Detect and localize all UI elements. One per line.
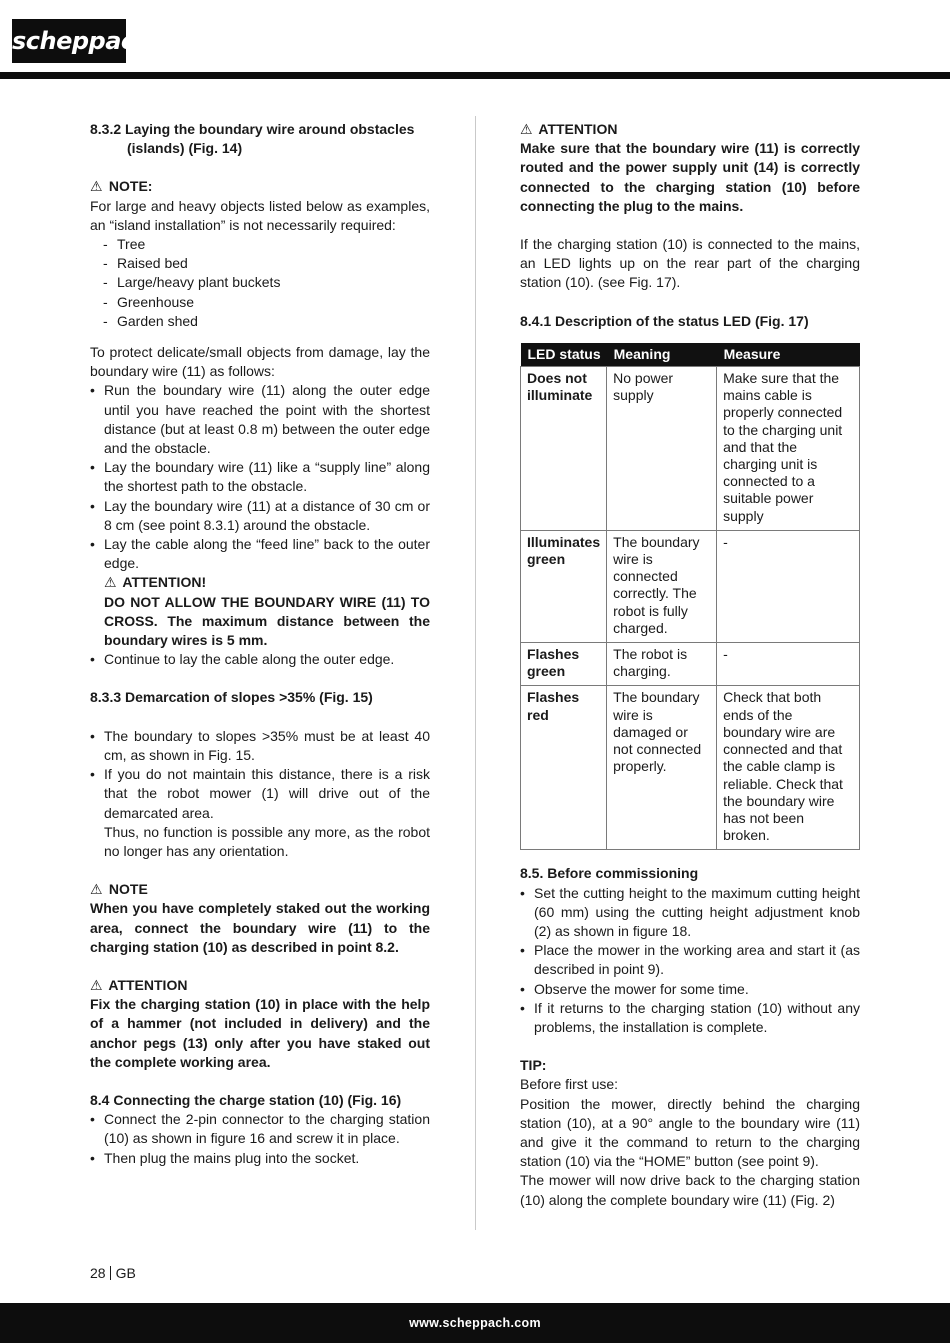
warning-triangle-icon: ⚠ [90,881,103,898]
tip-text: Position the mower, directly behind the charging station (10), at a 90° angle to the boundary wire (11) and give it the command to return to the charging station (10) via the “HOME” button (see point 9). [520,1095,860,1170]
warning-triangle-icon: ⚠ [90,976,103,993]
list-item: • Set the cutting height to the maximum cutting height (60 mm) using the cutting height adjustment knob (2) as shown in figure 18. [520,884,860,942]
meaning-cell: The boundary wire is damaged or not connected properly. [607,686,717,850]
right-column [520,120,860,1210]
led-intro: If the charging station (10) is connected to the mains, an LED lights up on the rear part of the charging station (10). (see Fig. 17). [520,236,860,291]
left-column [90,120,430,1168]
note-heading: ⚠ NOTE [90,880,430,899]
warning-triangle-icon: ⚠ [520,121,533,137]
list-item: • Place the mower in the working area and start it (as described in point 9). [520,941,860,979]
protect-intro: To protect delicate/small objects from damage, lay the boundary wire (11) as follows: [90,344,430,380]
slope-list [90,727,430,823]
list-item: • Continue to lay the cable along the outer edge. [90,650,430,669]
tip-text: The mower will now drive back to the charging station (10) along the complete boundary wire (11) (Fig. 2) [520,1172,860,1208]
protect-steps-end [90,650,430,669]
measure-cell: - [717,643,860,686]
list-item: - Large/heavy plant buckets [103,273,430,292]
section-8-5-title: 8.5. Before commissioning [520,865,699,882]
list-item: • Lay the boundary wire (11) at a distance of 30 cm or 8 cm (see point 8.3.1) around the obstacle. [90,497,430,535]
meaning-cell: No power supply [607,367,717,531]
section-8-4-title: 8.4 Connecting the charge station (10) (Fig. 16) [90,1091,402,1108]
table-row [521,367,860,531]
list-item: • If you do not maintain this distance, there is a risk that the robot mower (1) will drive out of the demarcated area. [90,765,430,823]
scheppach-logo: scheppach [12,19,126,63]
measure-cell: - [717,530,860,642]
led-status-cell: Does not illuminate [521,367,607,531]
attention-text: Make sure that the boundary wire (11) is correctly routed and the power supply unit (14) is correctly connected to the charging station (10) before connecting the plug to the mains. [520,140,860,214]
table-row [521,643,860,686]
table-header-row [521,343,860,367]
list-item: • Connect the 2-pin connector to the charging station (10) as shown in figure 16 and screw it in place. [90,1110,430,1148]
led-status-cell: Illuminates green [521,530,607,642]
note-text: When you have completely staked out the working area, connect the boundary wire (11) to the charging station (10) as described in point 8.2. [90,900,430,955]
meaning-cell: The boundary wire is connected correctly. The robot is fully charged. [607,530,717,642]
list-item: - Tree [103,235,430,254]
section-8-3-2-title: 8.3.2 Laying the boundary wire around obstacles (islands) (Fig. 14) [90,121,415,157]
list-item: - Garden shed [103,312,430,331]
attention-heading: ⚠ ATTENTION [90,976,430,995]
status-led-table [520,343,860,850]
attention-heading: ⚠ ATTENTION [520,120,860,139]
header-rule [0,72,950,79]
connect-steps [90,1110,430,1168]
list-item: • Lay the cable along the “feed line” back to the outer edge. [90,535,430,573]
list-item: • Then plug the mains plug into the socket. [90,1149,430,1168]
column-header: Measure [717,343,860,367]
page-number: 28 GB [90,1265,136,1281]
table-row [521,686,860,850]
warning-triangle-icon: ⚠ [90,178,103,195]
protect-steps [90,381,430,573]
note-text: For large and heavy objects listed below as examples, an “island installation” is not necessarily required: [90,197,430,233]
column-divider [475,116,476,1230]
note-heading: ⚠ NOTE: [90,177,430,196]
list-item: - Greenhouse [103,293,430,312]
section-8-3-3-title: 8.3.3 Demarcation of slopes >35% (Fig. 15) [90,689,373,706]
slope-extra: Thus, no function is possible any more, as the robot no longer has any orientation. [104,823,430,859]
measure-cell: Make sure that the mains cable is properly connected to the charging unit and that the charging unit is connected to a suitable power supply [717,367,860,531]
tip-heading: TIP: [520,1057,547,1074]
table-row [521,530,860,642]
list-item: - Raised bed [103,254,430,273]
meaning-cell: The robot is charging. [607,643,717,686]
list-item: • If it returns to the charging station (10) without any problems, the installation is complete. [520,999,860,1037]
attention-block: ⚠ ATTENTION! DO NOT ALLOW THE BOUNDARY WIRE (11) TO CROSS. The maximum distance between the boundary wires is 5 mm. [90,573,430,650]
column-header: Meaning [607,343,717,367]
attention-text: DO NOT ALLOW THE BOUNDARY WIRE (11) TO CROSS. The maximum distance between the boundary wires is 5 mm. [104,593,430,649]
section-8-4-1-title: 8.4.1 Description of the status LED (Fig. 17) [520,312,809,329]
measure-cell: Check that both ends of the boundary wire are connected and that the cable clamp is reliable. Check that the boundary wire has not been broken. [717,686,860,850]
footer-website-link[interactable]: www.scheppach.com [0,1303,950,1343]
list-item: • Observe the mower for some time. [520,980,860,999]
list-item: • The boundary to slopes >35% must be at least 40 cm, as shown in Fig. 15. [90,727,430,765]
led-status-cell: Flashes green [521,643,607,686]
warning-triangle-icon: ⚠ [104,574,117,591]
column-header: LED status [521,343,607,367]
commissioning-steps [520,884,860,1038]
tip-text: Before first use: [520,1076,619,1093]
attention-text: Fix the charging station (10) in place with the help of a hammer (not included in delivery) and the anchor pegs (13) only after you have staked out the complete working area. [90,996,430,1070]
list-item: • Run the boundary wire (11) along the outer edge until you have reached the point with the shortest distance (but at least 0.8 m) between the outer edge and the obstacle. [90,381,430,458]
obstacle-list [90,235,430,331]
led-status-cell: Flashes red [521,686,607,850]
list-item: • Lay the boundary wire (11) like a “supply line” along the shortest path to the obstacle. [90,458,430,496]
